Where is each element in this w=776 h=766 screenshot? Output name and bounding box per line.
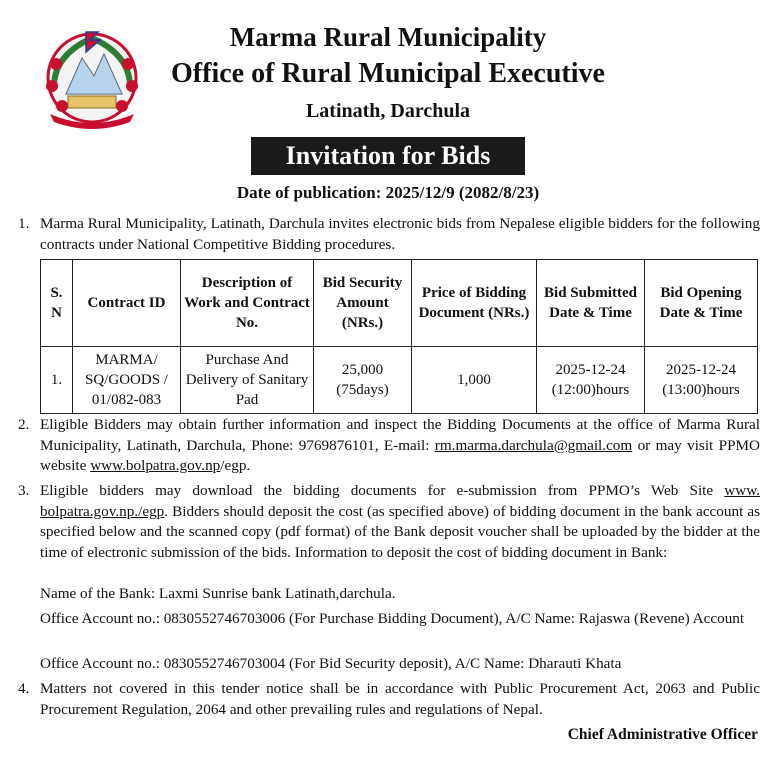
contracts-table bbox=[40, 259, 758, 414]
cell-description: Purchase And Delivery of Sanitary Pad bbox=[181, 347, 314, 414]
table-header-row bbox=[41, 260, 758, 347]
cell-price: 1,000 bbox=[412, 347, 537, 414]
clause-text bbox=[40, 481, 760, 563]
office-location: Latinath, Darchula bbox=[305, 100, 471, 122]
clause-2 bbox=[18, 415, 760, 477]
clause-1 bbox=[18, 214, 760, 255]
bank-account-2: Office Account no.: 0830552746703004 (For Bid Security deposit), A/C Name: Dharauti Khata bbox=[40, 655, 622, 672]
clause-number: 1. bbox=[18, 215, 30, 232]
cell-opening: 2025-12-24 (13:00)hours bbox=[645, 347, 758, 414]
notice-title-banner: Invitation for Bids bbox=[251, 137, 525, 175]
clause-text-part: . Bidders should deposit the cost (as specified above) of bidding document in the bank account as specified below and the scanned copy (pdf format) of the Bank deposit voucher shall be uploaded by the bidder at the time of electronic submission of the bids. Information to deposit the cost of bidding document in Bank: bbox=[40, 502, 760, 561]
cell-contract-id: MARMA/ SQ/GOODS / 01/082-083 bbox=[73, 347, 181, 414]
website-link[interactable]: www. bolpatra.gov.np./egp bbox=[40, 482, 760, 520]
clause-number: 3. bbox=[18, 482, 30, 499]
col-header-contract-id: Contract ID bbox=[73, 260, 181, 347]
office-name: Office of Rural Municipal Executive bbox=[171, 58, 605, 89]
municipality-name: Marma Rural Municipality bbox=[229, 22, 547, 52]
clause-text-part: Eligible bidders may download the bidding documents for e-submission from PPMO’s Web Site bbox=[40, 482, 725, 499]
signatory: Chief Administrative Officer bbox=[567, 726, 758, 743]
clause-number: 2. bbox=[18, 416, 30, 433]
clause-3 bbox=[18, 481, 760, 563]
col-header-opening: Bid Opening Date & Time bbox=[645, 260, 758, 347]
clause-text: Marma Rural Municipality, Latinath, Darchula invites electronic bids from Nepalese eligible bidders for the following contracts under National Competitive Bidding procedures. bbox=[40, 215, 760, 253]
website-link[interactable]: www.bolpatra.gov.np bbox=[90, 457, 221, 474]
cell-submitted: 2025-12-24 (12:00)hours bbox=[537, 347, 645, 414]
cell-sn: 1. bbox=[41, 347, 73, 414]
clause-text-part: /egp. bbox=[220, 457, 251, 474]
cell-bid-security: 25,000 (75days) bbox=[314, 347, 412, 414]
table-row bbox=[41, 347, 758, 414]
clause-text-part: or may visit PPMO website bbox=[40, 436, 761, 474]
col-header-description: Description of Work and Contract No. bbox=[181, 260, 314, 347]
clause-number: 4. bbox=[18, 680, 30, 697]
clause-4 bbox=[18, 679, 760, 720]
col-header-sn: S. N bbox=[41, 260, 73, 347]
col-header-price: Price of Bidding Document (NRs.) bbox=[412, 260, 537, 347]
bank-name: Name of the Bank: Laxmi Sunrise bank Latinath,darchula. bbox=[40, 585, 396, 602]
publication-date: Date of publication: 2025/12/9 (2082/8/23) bbox=[236, 183, 540, 202]
col-header-bid-security: Bid Security Amount (NRs.) bbox=[314, 260, 412, 347]
clause-text bbox=[40, 415, 760, 477]
clause-text: Matters not covered in this tender notice shall be in accordance with Public Procurement Act, 2063 and Public Procurement Regulation, 2064 and other prevailing rules and regulations of Nepal. bbox=[40, 680, 760, 718]
clause-text-part: Eligible Bidders may obtain further information and inspect the Bidding Documents at the office of Marma Rural Municipality, Latinath, Darchula, Phone: 9769876101, E-mail: bbox=[40, 416, 760, 454]
email-link[interactable]: rm.marma.darchula@gmail.com bbox=[434, 436, 633, 454]
bank-account-1: Office Account no.: 0830552746703006 (For Purchase Bidding Document), A/C Name: Rajaswa (Revene) Account bbox=[40, 610, 745, 627]
col-header-submitted: Bid Submitted Date & Time bbox=[537, 260, 645, 347]
